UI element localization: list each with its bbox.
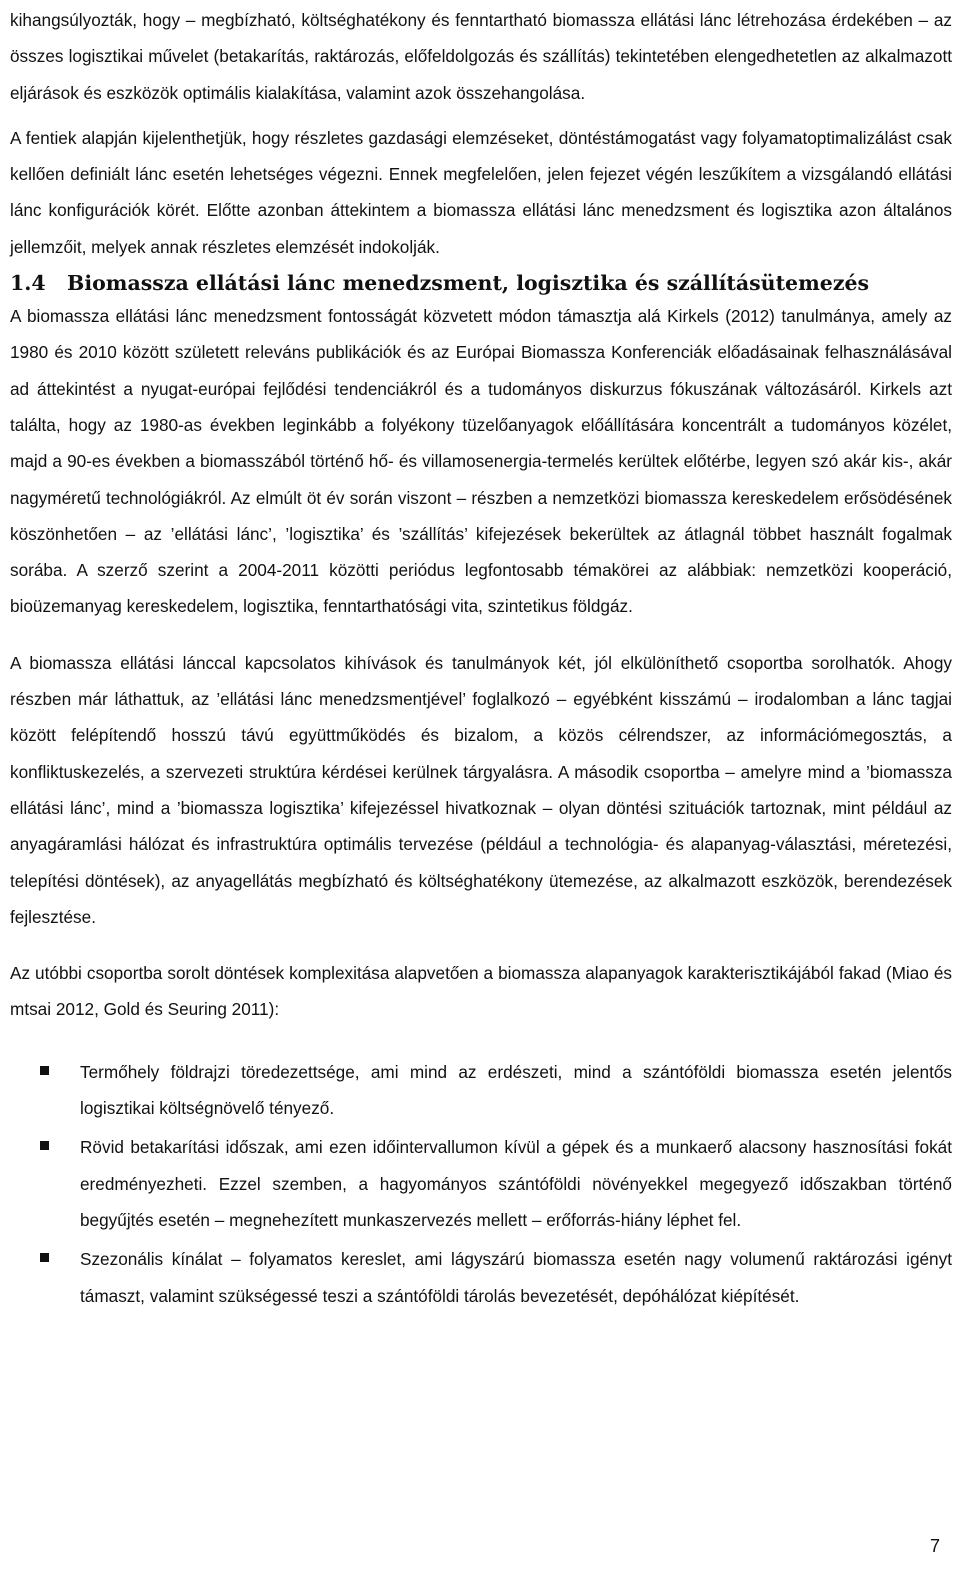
page-number: 7 xyxy=(929,1536,940,1556)
list-item-text: Rövid betakarítási időszak, ami ezen időintervallumon kívül a gépek és a munkaerő alacsony hasznosítási fokát eredményezheti. Ezzel szemben, a hagyományos szántóföldi növényekkel megegyező időszakban történő begyűjtés esetén – megnehezített munkaszervezés mellett – erőforrás-hiány léphet fel. xyxy=(80,1137,952,1230)
paragraph-kirkels-review: A biomassza ellátási lánc menedzsment fontosságát közvetett módon támasztja alá Kirkels (2012) tanulmánya, amely az 1980 és 2010 között született releváns publikációk és az Európai Biomassza Konferenciák előadásainak felhasználásával ad áttekintést a nyugat-európai fejlődési tendenciákról és a tudományos diskurzus fókuszának változásáról. Kirkels azt találta, hogy az 1980-as években leginkább a folyékony tüzelőanyagok előállítására koncentrált a tudományos közélet, majd a 90-es években a biomasszából történő hő- és villamosenergia-termelés kerültek előtérbe, legyen szó akár kis-, akár nagyméretű technológiákról. Az elmúlt öt év során viszont – részben a nemzetközi biomassza kereskedelem erősödésének köszönhetően – az ’ellátási lánc’, ’logisztika’ és ’szállítás’ kifejezések bekerültek az átlagnál többet használt fogalmak sorába. A szerző szerint a 2004-2011 közötti periódus legfontosabb témakörei az alábbiak: nemzetközi kooperáció, bioüzemanyag kereskedelem, logisztika, fenntarthatósági vita, szintetikus földgáz. xyxy=(10,306,952,617)
paragraph-summary: A fentiek alapján kijelenthetjük, hogy részletes gazdasági elemzéseket, döntéstámogatást vagy folyamatoptimalizálást csak kellően definiált lánc esetén lehetséges végezni. Ennek megfelelően, jelen fejezet végén leszűkítem a vizsgálandó ellátási lánc konfigurációk körét. Előtte azonban áttekintem a biomassza ellátási lánc menedzsment és logisztika azon általános jellemzőit, melyek annak részletes elemzését indokolják. xyxy=(10,127,952,257)
list-item-text: Szezonális kínálat – folyamatos kereslet, ami lágyszárú biomassza esetén nagy volumenű raktározási igényt támaszt, valamint szükségessé teszi a szántóföldi tárolás bevezetését, depóhálózat kiépítését. xyxy=(80,1249,952,1306)
paragraph-intro-continuation: kihangsúlyozták, hogy – megbízható, költséghatékony és fenntartható biomassza ellátási lánc létrehozása érdekében – az összes logisztikai művelet (betakarítás, raktározás, előfeldolgozás és szállítás) tekintetében elengedhetetlen az alkalmazott eljárások és eszközök optimális kialakítása, valamint azok összehangolása. xyxy=(10,10,952,103)
square-bullet-icon xyxy=(40,1141,49,1150)
paragraph-challenge-groups: A biomassza ellátási lánccal kapcsolatos kihívások és tanulmányok két, jól elkülöníthető csoportba sorolhatók. Ahogy részben már láthattuk, az ’ellátási lánc menedzsmentjével’ foglalkozó – egyébként kisszámú – irodalomban a lánc tagjai között felépítendő hosszú távú együttműködés és bizalom, a közös célrendszer, az információmegosztás, a konfliktuskezelés, a szervezeti struktúra kérdései kerülnek tárgyalásra. A második csoportba – amelyre mind a ’biomassza ellátási lánc’, mind a ’biomassza logisztika’ kifejezéssel hivatkoznak – olyan döntési szituációk tartoznak, mint például az anyagáramlási hálózat és infrastruktúra optimális tervezése (például a technológia- és alapanyag-választási, méretezési, telepítési döntések), az anyagellátás megbízható és költséghatékony ütemezése, az alkalmazott eszközök, berendezések fejlesztése. xyxy=(10,652,952,927)
paragraph-decision-complexity: Az utóbbi csoportba sorolt döntések komplexitása alapvetően a biomassza alapanyagok karakterisztikájából fakad (Miao és mtsai 2012, Gold és Seuring 2011): xyxy=(10,963,952,1020)
list-item xyxy=(10,1054,952,1127)
characteristics-list xyxy=(10,1054,952,1314)
section-number: 1.4 xyxy=(10,271,46,296)
list-item-text: Termőhely földrajzi töredezettsége, ami mind az erdészeti, mind a szántóföldi biomassza esetén jelentős logisztikai költségnövelő tényező. xyxy=(80,1061,952,1119)
square-bullet-icon xyxy=(40,1253,49,1262)
square-bullet-icon xyxy=(40,1066,49,1075)
list-item xyxy=(10,1129,952,1238)
section-heading xyxy=(10,268,952,298)
section-title: Biomassza ellátási lánc menedzsment, logisztika és szállításütemezés xyxy=(67,271,870,296)
list-item xyxy=(10,1241,952,1314)
